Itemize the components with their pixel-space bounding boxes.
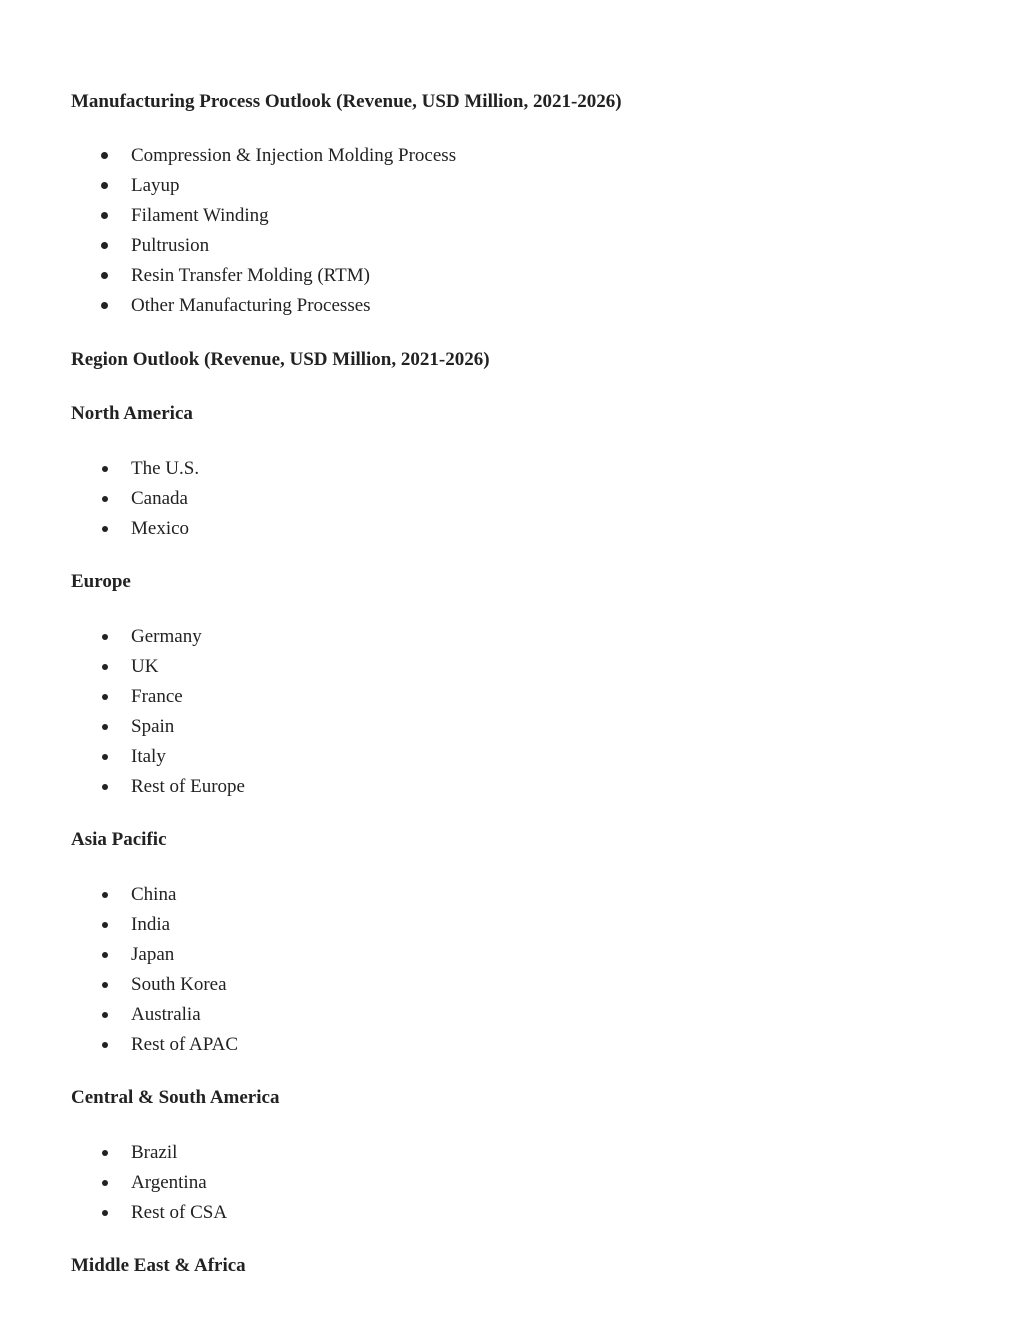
list-item: Spain xyxy=(71,712,971,742)
list-item: Rest of Europe xyxy=(71,772,971,802)
list-item: Pultrusion xyxy=(71,231,971,261)
bullet-icon xyxy=(101,242,108,249)
bullet-icon xyxy=(102,952,108,958)
bullet-icon xyxy=(102,1150,108,1156)
manufacturing-heading: Manufacturing Process Outlook (Revenue, USD Million, 2021-2026) xyxy=(71,91,622,112)
bullet-icon xyxy=(101,212,108,219)
bullet-icon xyxy=(101,302,108,309)
list-item: South Korea xyxy=(71,970,971,1000)
region-heading: Region Outlook (Revenue, USD Million, 2021-2026) xyxy=(71,349,490,370)
bullet-icon xyxy=(102,922,108,928)
bullet-icon xyxy=(102,634,108,640)
list-item: France xyxy=(71,682,971,712)
list-item: Brazil xyxy=(71,1138,971,1168)
list-item: India xyxy=(71,910,971,940)
list-item: Germany xyxy=(71,622,971,652)
bullet-icon xyxy=(101,152,108,159)
bullet-icon xyxy=(102,982,108,988)
list-item: Australia xyxy=(71,1000,971,1030)
bullet-icon xyxy=(102,1180,108,1186)
list-item: Rest of CSA xyxy=(71,1198,971,1228)
csa-heading: Central & South America xyxy=(71,1087,280,1108)
bullet-icon xyxy=(101,182,108,189)
bullet-icon xyxy=(102,466,108,472)
list-item: China xyxy=(71,880,971,910)
list-item: UK xyxy=(71,652,971,682)
bullet-icon xyxy=(102,694,108,700)
list-item: Compression & Injection Molding Process xyxy=(71,141,971,171)
csa-list xyxy=(71,1138,971,1228)
bullet-icon xyxy=(102,784,108,790)
list-item: Rest of APAC xyxy=(71,1030,971,1060)
bullet-icon xyxy=(102,1012,108,1018)
europe-list xyxy=(71,622,971,802)
asia-pacific-list xyxy=(71,880,971,1060)
list-item: Filament Winding xyxy=(71,201,971,231)
list-item: Argentina xyxy=(71,1168,971,1198)
bullet-icon xyxy=(102,1210,108,1216)
bullet-icon xyxy=(102,754,108,760)
north-america-list xyxy=(71,454,971,544)
list-item: Layup xyxy=(71,171,971,201)
list-item: Canada xyxy=(71,484,971,514)
manufacturing-list xyxy=(71,141,971,321)
list-item: Resin Transfer Molding (RTM) xyxy=(71,261,971,291)
bullet-icon xyxy=(101,272,108,279)
europe-heading: Europe xyxy=(71,571,131,592)
list-item: Mexico xyxy=(71,514,971,544)
north-america-heading: North America xyxy=(71,403,193,424)
list-item: Other Manufacturing Processes xyxy=(71,291,971,321)
bullet-icon xyxy=(102,496,108,502)
mea-heading: Middle East & Africa xyxy=(71,1255,246,1276)
list-item: The U.S. xyxy=(71,454,971,484)
list-item: Italy xyxy=(71,742,971,772)
bullet-icon xyxy=(102,1042,108,1048)
bullet-icon xyxy=(102,892,108,898)
bullet-icon xyxy=(102,724,108,730)
asia-pacific-heading: Asia Pacific xyxy=(71,829,167,850)
list-item: Japan xyxy=(71,940,971,970)
bullet-icon xyxy=(102,526,108,532)
bullet-icon xyxy=(102,664,108,670)
